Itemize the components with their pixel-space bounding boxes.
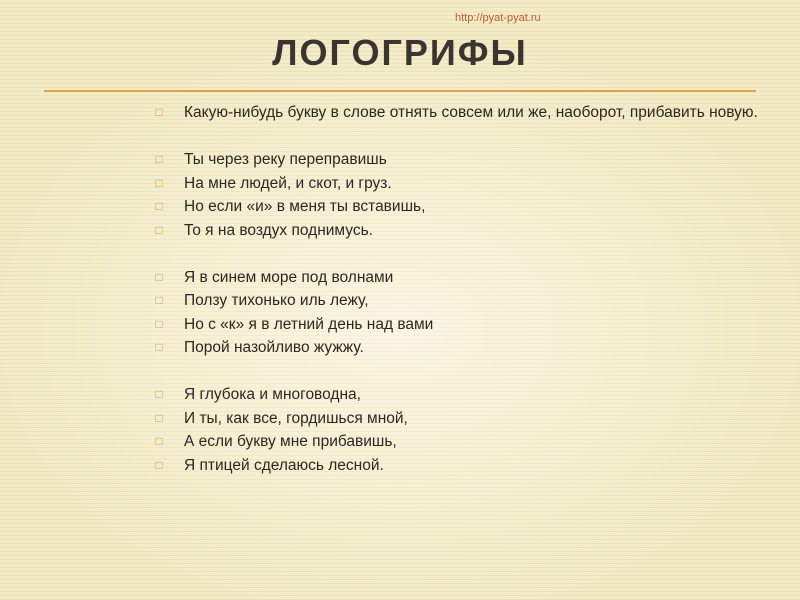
riddle1-line-3	[150, 195, 770, 219]
square-outline-icon: □	[155, 269, 163, 284]
riddle1-line-4	[150, 219, 770, 243]
bullet-text: На мне людей, и скот, и груз.	[184, 174, 392, 192]
square-outline-icon: □	[155, 410, 163, 425]
square-outline-icon: □	[155, 175, 163, 190]
riddle1-line-2	[150, 172, 770, 196]
square-outline-icon: □	[155, 105, 163, 119]
square-outline-icon: □	[155, 316, 163, 331]
source-url: http://pyat-pyat.ru	[455, 12, 541, 24]
square-outline-icon: □	[155, 152, 163, 166]
square-outline-icon: □	[155, 222, 163, 237]
slide-title: ЛОГОГРИФЫ	[272, 32, 528, 73]
title-divider	[44, 90, 756, 92]
bullet-text: Порой назойливо жужжу.	[184, 339, 364, 356]
bullet-intro	[150, 101, 770, 125]
bullet-text: Ты через реку переправишь	[184, 151, 387, 168]
riddle2-line-3	[150, 313, 770, 337]
riddle3-line-1	[150, 383, 770, 407]
spacer	[150, 242, 770, 266]
riddle3-line-4	[150, 454, 770, 478]
square-outline-icon: □	[155, 434, 163, 448]
square-outline-icon: □	[155, 199, 163, 213]
spacer	[150, 360, 770, 384]
bullet-text: Но с «к» я в летний день над вами	[184, 315, 434, 333]
riddle1-line-1	[150, 148, 770, 172]
square-outline-icon: □	[155, 387, 163, 401]
bullet-text: Ползу тихонько иль лежу,	[184, 292, 369, 309]
bullet-text: То я на воздух поднимусь.	[184, 221, 373, 239]
bullet-text: Но если «и» в меня ты вставишь,	[184, 198, 426, 215]
riddle2-line-1	[150, 266, 770, 290]
bullet-text: Я в синем море под волнами	[184, 268, 394, 286]
square-outline-icon: □	[155, 293, 163, 307]
square-outline-icon: □	[155, 340, 163, 354]
spacer	[150, 125, 770, 149]
bullet-text: Какую-нибудь букву в слове отнять совсем или же, наоборот, прибавить новую.	[184, 104, 758, 121]
square-outline-icon: □	[155, 457, 163, 472]
riddle3-line-2	[150, 407, 770, 431]
bullet-text: Я птицей сделаюсь лесной.	[184, 456, 384, 474]
bullet-text: А если букву мне прибавишь,	[184, 433, 397, 450]
riddle3-line-3	[150, 430, 770, 454]
bullet-text: Я глубока и многоводна,	[184, 386, 361, 403]
riddle2-line-4	[150, 336, 770, 360]
riddle2-line-2	[150, 289, 770, 313]
bullet-list	[150, 101, 770, 477]
bullet-text: И ты, как все, гордишься мной,	[184, 409, 408, 427]
